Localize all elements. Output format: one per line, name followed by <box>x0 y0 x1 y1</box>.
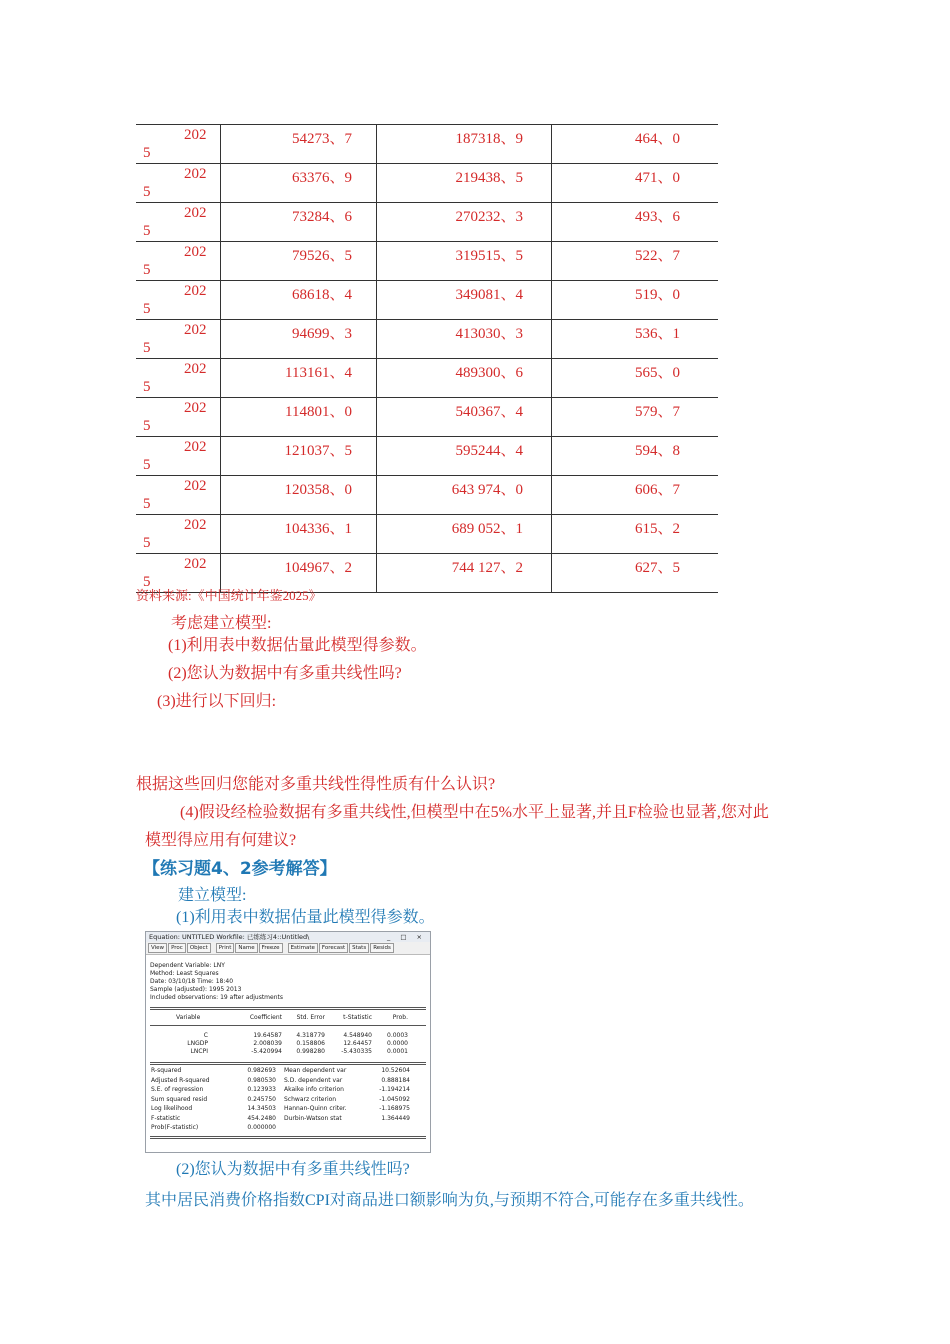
cell-v1: 113161、4 <box>285 365 352 381</box>
stat-row <box>150 1105 426 1115</box>
toolbar-forecast-button[interactable]: Forecast <box>319 943 348 953</box>
eviews-header-line: Included observations: 19 after adjustments <box>150 994 283 1001</box>
cell-v2: 270232、3 <box>455 209 523 225</box>
stat-cell: 0.245750 <box>247 1095 276 1103</box>
cell-year-a: 202 <box>184 517 207 533</box>
cell-v2: 540367、4 <box>455 404 523 420</box>
coef-row <box>150 1040 426 1048</box>
cell-year-a: 202 <box>184 205 207 221</box>
eviews-header-line: Dependent Variable: LNY <box>150 962 225 969</box>
table-cell <box>552 242 719 281</box>
coef-cell: 4.548940 <box>343 1032 372 1039</box>
stat-cell: 454.2480 <box>247 1114 276 1122</box>
table-cell <box>221 320 377 359</box>
table-row <box>136 437 718 476</box>
eviews-title-bar <box>146 932 430 942</box>
cell-v2: 413030、3 <box>455 326 523 342</box>
cell-v1: 54273、7 <box>291 131 352 147</box>
coef-column-header: Std. Error <box>296 1014 325 1021</box>
table-row <box>136 359 718 398</box>
toolbar-resids-button[interactable]: Resids <box>370 943 394 953</box>
cell-year-b: 5 <box>143 223 151 239</box>
cell-v3: 579、7 <box>634 404 680 420</box>
table-cell <box>221 359 377 398</box>
table-cell <box>377 320 552 359</box>
cell-year-a: 202 <box>184 283 207 299</box>
toolbar-print-button[interactable]: Print <box>216 943 235 953</box>
table-cell <box>221 242 377 281</box>
cell-year-b: 5 <box>143 301 151 317</box>
cell-year-b: 5 <box>143 457 151 473</box>
cell-v3: 615、2 <box>634 521 680 537</box>
stat-cell: 14.34503 <box>247 1105 276 1112</box>
cell-v2: 643 974、0 <box>451 482 523 498</box>
cell-v2: 489300、6 <box>455 365 523 381</box>
table-row <box>136 203 718 242</box>
cell-year-a: 202 <box>184 127 207 143</box>
stat-row <box>150 1067 426 1077</box>
cell-year-b: 5 <box>143 379 151 395</box>
eviews-header-line: Sample (adjusted): 1995 2013 <box>150 986 242 993</box>
question-3-followup: 根据这些回归您能对多重共线性得性质有什么认识? <box>136 776 496 793</box>
table-source-note: 资料来源:《中国统计年鉴2025》 <box>136 588 322 603</box>
coef-cell: 0.0000 <box>387 1040 408 1047</box>
eviews-header-line: Date: 03/10/18 Time: 18:40 <box>150 978 234 985</box>
table-cell <box>377 398 552 437</box>
table-cell <box>136 203 221 242</box>
coef-cell: -5.420994 <box>251 1048 282 1055</box>
cell-year-a: 202 <box>184 244 207 260</box>
eviews-title: Equation: UNTITLED Workfile: 已练练习4::Untitled\ <box>149 933 310 941</box>
stat-row <box>150 1086 426 1096</box>
question-1: (1)利用表中数据估量此模型得参数。 <box>168 637 427 654</box>
question-2: (2)您认为数据中有多重共线性吗? <box>168 665 402 682</box>
cell-year-a: 202 <box>184 400 207 416</box>
stat-cell: Schwarz criterion <box>284 1095 337 1103</box>
answer-2-text: 其中居民消费价格指数CPI对商品进口额影响为负,与预期不符合,可能存在多重共线性。 <box>145 1192 754 1209</box>
stat-cell: 0.980530 <box>247 1076 276 1084</box>
stat-row <box>150 1077 426 1087</box>
stat-cell: Log likelihood <box>151 1105 193 1112</box>
toolbar-object-button[interactable]: Object <box>187 943 211 953</box>
answer-2: (2)您认为数据中有多重共线性吗? <box>176 1161 410 1178</box>
table-cell <box>136 164 221 203</box>
table-cell <box>552 359 719 398</box>
divider <box>150 1062 426 1065</box>
table-row <box>136 476 718 515</box>
stat-cell: 0.982693 <box>247 1067 276 1074</box>
window-controls-icon[interactable]: _ □ × <box>387 933 426 941</box>
table-cell <box>221 164 377 203</box>
stat-cell: -1.194214 <box>379 1086 410 1093</box>
table-cell <box>377 164 552 203</box>
table-cell <box>136 476 221 515</box>
stat-row <box>150 1124 426 1134</box>
coef-cell: 19.64587 <box>253 1032 282 1039</box>
cell-v2: 319515、5 <box>455 248 523 264</box>
cell-v3: 594、8 <box>634 443 680 459</box>
eviews-output <box>150 962 426 1139</box>
coef-row <box>150 1048 426 1056</box>
answer-heading: 【练习题4、2参考解答】 <box>143 859 337 879</box>
table-cell <box>552 398 719 437</box>
stat-cell: R-squared <box>151 1067 182 1074</box>
table-cell <box>552 554 719 593</box>
cell-year-a: 202 <box>184 556 207 572</box>
stat-cell: 10.52604 <box>381 1067 410 1074</box>
table-cell <box>136 398 221 437</box>
table-cell <box>136 359 221 398</box>
table-cell <box>377 125 552 164</box>
table-cell <box>221 125 377 164</box>
cell-v1: 63376、9 <box>291 170 352 186</box>
cell-year-a: 202 <box>184 166 207 182</box>
cell-v2: 187318、9 <box>455 131 523 147</box>
toolbar-view-button[interactable]: View <box>148 943 167 953</box>
cell-v3: 471、0 <box>634 170 680 186</box>
coef-column-header: Variable <box>176 1014 201 1021</box>
cell-v1: 94699、3 <box>291 326 352 342</box>
stat-cell: S.D. dependent var <box>284 1076 343 1084</box>
table-cell <box>136 515 221 554</box>
table-cell <box>221 476 377 515</box>
table-cell <box>136 242 221 281</box>
cell-v3: 627、5 <box>634 560 680 576</box>
stat-cell: 0.123933 <box>247 1086 276 1093</box>
table-cell <box>377 554 552 593</box>
stat-cell: 0.888184 <box>381 1076 410 1084</box>
cell-v1: 104336、1 <box>284 521 352 537</box>
divider <box>150 1136 426 1139</box>
stat-cell: Adjusted R-squared <box>151 1076 210 1084</box>
coef-cell: C <box>203 1032 208 1039</box>
stat-cell: 0.000000 <box>247 1124 276 1131</box>
coef-table <box>150 1032 426 1056</box>
table-cell <box>552 437 719 476</box>
cell-v3: 565、0 <box>634 365 680 381</box>
coef-cell: 0.158806 <box>296 1040 325 1047</box>
question-3: (3)进行以下回归: <box>157 693 277 710</box>
cell-year-b: 5 <box>143 574 151 590</box>
table-cell <box>221 437 377 476</box>
cell-v3: 606、7 <box>634 482 680 498</box>
coef-cell: 0.0001 <box>387 1048 408 1055</box>
stat-cell: -1.045092 <box>379 1095 410 1103</box>
table-cell <box>221 515 377 554</box>
table-row <box>136 125 718 164</box>
cell-v2: 689 052、1 <box>451 521 523 537</box>
table-cell <box>377 203 552 242</box>
toolbar-freeze-button[interactable]: Freeze <box>259 943 283 953</box>
eviews-equation-window <box>145 931 431 1153</box>
table-cell <box>221 281 377 320</box>
answer-1: (1)利用表中数据估量此模型得参数。 <box>176 909 435 926</box>
question-intro: 考虑建立模型: <box>171 615 272 632</box>
table-cell <box>377 359 552 398</box>
cell-v1: 68618、4 <box>291 287 352 303</box>
coef-cell: LNCPI <box>190 1048 208 1055</box>
answer-intro: 建立模型: <box>178 887 247 904</box>
cell-v1: 104967、2 <box>284 560 352 576</box>
coef-cell: 2.008039 <box>253 1040 282 1047</box>
toolbar-stats-button[interactable]: Stats <box>349 943 369 953</box>
stat-row <box>150 1115 426 1125</box>
cell-year-a: 202 <box>184 361 207 377</box>
table-cell <box>552 125 719 164</box>
table-cell <box>136 320 221 359</box>
table-cell <box>552 476 719 515</box>
table-cell <box>377 242 552 281</box>
table-cell <box>136 125 221 164</box>
cell-year-b: 5 <box>143 262 151 278</box>
coef-cell: 4.318779 <box>296 1032 325 1039</box>
table-cell <box>552 515 719 554</box>
cell-year-a: 202 <box>184 322 207 338</box>
cell-year-b: 5 <box>143 496 151 512</box>
stat-cell: 1.364449 <box>381 1114 410 1122</box>
cell-v3: 522、7 <box>634 248 680 264</box>
stat-cell: Hannan-Quinn criter. <box>284 1105 347 1112</box>
divider <box>150 1025 426 1026</box>
coef-column-header: t-Statistic <box>343 1014 372 1021</box>
table-row <box>136 398 718 437</box>
cell-v3: 464、0 <box>634 131 680 147</box>
data-table <box>136 124 718 593</box>
cell-v2: 219438、5 <box>455 170 523 186</box>
cell-year-a: 202 <box>184 439 207 455</box>
cell-v3: 536、1 <box>634 326 680 342</box>
table-cell <box>377 515 552 554</box>
coef-cell: LNGDP <box>187 1040 208 1047</box>
coef-column-header: Prob. <box>392 1014 408 1021</box>
table-cell <box>552 281 719 320</box>
eviews-header-lines <box>150 962 426 1002</box>
cell-year-a: 202 <box>184 478 207 494</box>
cell-v2: 744 127、2 <box>451 560 523 576</box>
coef-cell: 12.64457 <box>343 1040 372 1047</box>
cell-v1: 121037、5 <box>284 443 352 459</box>
divider <box>150 1007 426 1010</box>
cell-v1: 79526、5 <box>291 248 352 264</box>
eviews-toolbar <box>146 942 430 955</box>
question-4-line1: (4)假设经检验数据有多重共线性,但模型中在5%水平上显著,并且F检验也显著,您对此 <box>180 804 769 821</box>
cell-year-b: 5 <box>143 145 151 161</box>
stat-cell: Sum squared resid <box>151 1095 208 1103</box>
coef-row <box>150 1032 426 1040</box>
toolbar-name-button[interactable]: Name <box>235 943 257 953</box>
stat-cell: F-statistic <box>151 1114 181 1122</box>
cell-v1: 73284、6 <box>291 209 352 225</box>
stat-cell: S.E. of regression <box>151 1086 204 1093</box>
table-row <box>136 242 718 281</box>
table-row <box>136 515 718 554</box>
cell-year-b: 5 <box>143 340 151 356</box>
table-cell <box>552 203 719 242</box>
cell-v3: 493、6 <box>634 209 680 225</box>
stat-cell: -1.168975 <box>379 1105 410 1112</box>
table-cell <box>221 203 377 242</box>
table-row <box>136 281 718 320</box>
table-cell <box>377 281 552 320</box>
stat-row <box>150 1096 426 1106</box>
question-4-line2: 模型得应用有何建议? <box>145 832 297 849</box>
cell-year-b: 5 <box>143 184 151 200</box>
coef-cell: 0.0003 <box>387 1032 408 1039</box>
cell-v2: 595244、4 <box>455 443 523 459</box>
table-cell <box>136 281 221 320</box>
stat-cell: Akaike info criterion <box>284 1086 344 1093</box>
eviews-header-line: Method: Least Squares <box>150 970 219 977</box>
coef-cell: -5.430335 <box>341 1048 372 1055</box>
coef-column-headers <box>150 1014 426 1022</box>
table-cell <box>136 437 221 476</box>
cell-year-b: 5 <box>143 418 151 434</box>
table-cell <box>221 398 377 437</box>
cell-v2: 349081、4 <box>455 287 523 303</box>
stat-cell: Mean dependent var <box>284 1067 347 1074</box>
stats-table <box>150 1067 426 1134</box>
table-cell <box>377 437 552 476</box>
cell-year-b: 5 <box>143 535 151 551</box>
cell-v1: 120358、0 <box>284 482 352 498</box>
toolbar-estimate-button[interactable]: Estimate <box>288 943 318 953</box>
table-cell <box>552 164 719 203</box>
coef-cell: 0.998280 <box>296 1048 325 1055</box>
stat-cell: Prob(F-statistic) <box>151 1124 199 1131</box>
table-row <box>136 164 718 203</box>
table-row <box>136 320 718 359</box>
cell-v3: 519、0 <box>634 287 680 303</box>
table-cell <box>552 320 719 359</box>
cell-v1: 114801、0 <box>285 404 352 420</box>
stat-cell: Durbin-Watson stat <box>284 1114 342 1122</box>
coef-column-header: Coefficient <box>249 1014 282 1021</box>
toolbar-proc-button[interactable]: Proc <box>168 943 186 953</box>
table-cell <box>377 476 552 515</box>
